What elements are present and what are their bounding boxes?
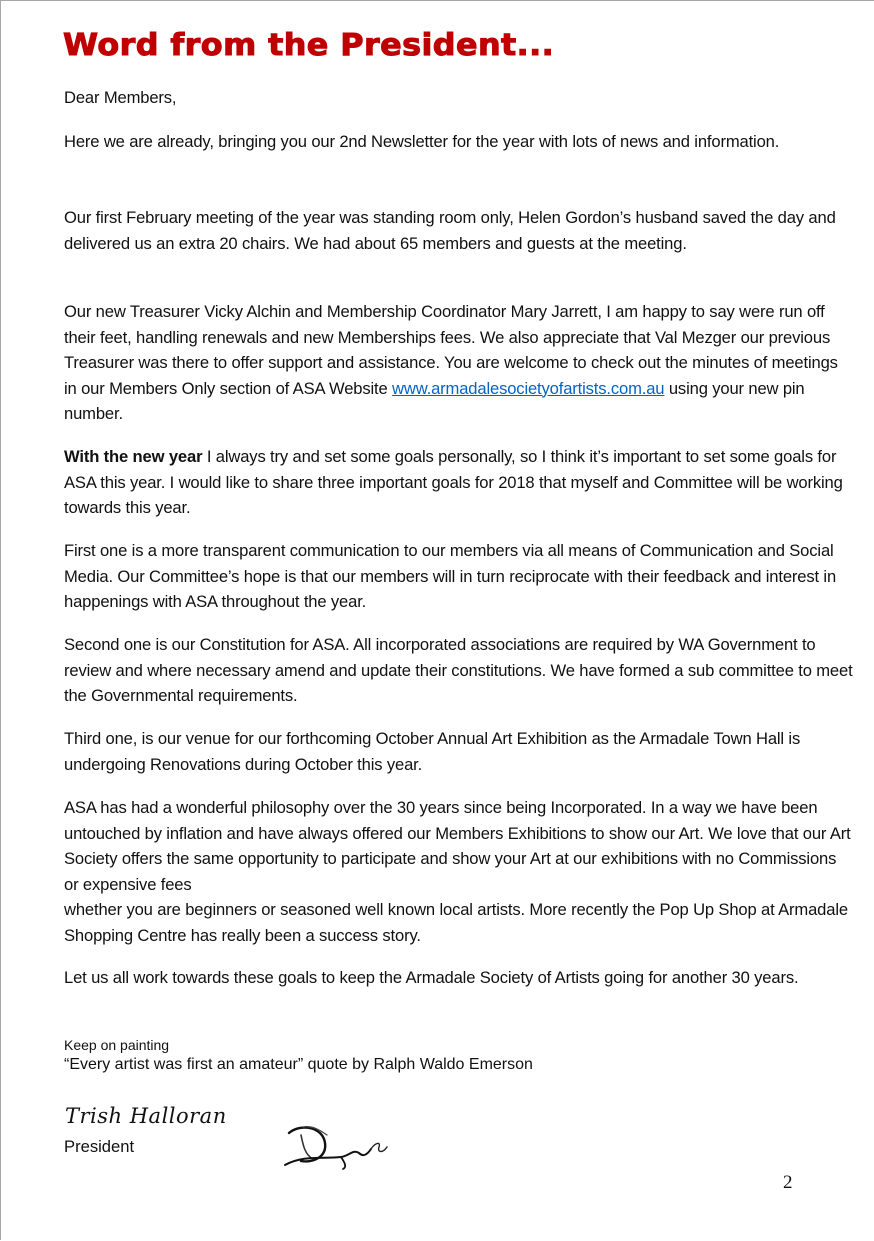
signature-name: Trish Halloran	[65, 1104, 227, 1128]
goals-intro-text: I always try and set some goals personally, so I think it’s important to set some goals for ASA this year. I would like to share three important goals for 2018 that myself and Committee will be working towards this year.	[64, 447, 843, 517]
page-number: 2	[783, 1172, 793, 1193]
closing-line: Keep on painting	[64, 1037, 170, 1053]
goals-intro-bold: With the new year	[64, 447, 203, 466]
website-link[interactable]: www.armadalesocietyofartists.com.au	[392, 378, 665, 398]
page-title: Word from the President...	[63, 28, 555, 63]
paragraph-goal-two: Second one is our Constitution for ASA. All incorporated associations are required by WA Government to review and where necessary amend and update their constitutions. We have formed a sub committee to meet the Governmental requirements.	[64, 635, 853, 705]
signature-role: President	[64, 1137, 135, 1156]
paragraph-treasurer-tail: using your new pin number.	[64, 378, 805, 423]
paragraph-goal-three: Third one, is our venue for our forthcoming October Annual Art Exhibition as the Armadale Town Hall is undergoing Renovations during October this year.	[64, 729, 801, 774]
signature-scribble-icon	[283, 1121, 393, 1171]
paragraph-february-meeting: Our first February meeting of the year was standing room only, Helen Gordon’s husband saved the day and delivered us an extra 20 chairs. We had about 65 members and guests at the meeting.	[64, 208, 836, 253]
paragraph-newsletter-intro: Here we are already, bringing you our 2nd Newsletter for the year with lots of news and information.	[64, 132, 780, 151]
paragraph-goals-intro	[64, 444, 854, 521]
paragraph-treasurer	[64, 299, 854, 427]
paragraph-philosophy	[64, 795, 854, 948]
salutation: Dear Members,	[64, 88, 177, 107]
paragraph-goal-one: First one is a more transparent communication to our members via all means of Communication and Social Media. Our Committee’s hope is that our members will in turn reciprocate with their feedback and interest in happenings with ASA throughout the year.	[64, 541, 837, 611]
philosophy-text-a: ASA has had a wonderful philosophy over the 30 years since being Incorporated. In a way we have been untouched by inflation and have always offered our Members Exhibitions to show our Art. We love that our Art Society offers the same opportunity to participate and show your Art at our exhibitions with no Commissions or expensive fees	[64, 798, 851, 894]
paragraph-closing-goals: Let us all work towards these goals to keep the Armadale Society of Artists going for another 30 years.	[64, 968, 799, 987]
quote: “Every artist was first an amateur” quote by Ralph Waldo Emerson	[64, 1056, 533, 1073]
newsletter-page	[1, 1, 874, 1241]
paragraph-treasurer-text: Our new Treasurer Vicky Alchin and Membership Coordinator Mary Jarrett, I am happy to say were run off their feet, handling renewals and new Memberships fees. We also appreciate that Val Mezger our previous Treasurer was there to offer support and assistance. You are welcome to check out the minutes of meetings in our Members Only section of ASA Website	[64, 302, 838, 398]
philosophy-text-b: whether you are beginners or seasoned well known local artists. More recently the Pop Up Shop at Armadale Shopping Centre has really been a success story.	[64, 900, 848, 945]
